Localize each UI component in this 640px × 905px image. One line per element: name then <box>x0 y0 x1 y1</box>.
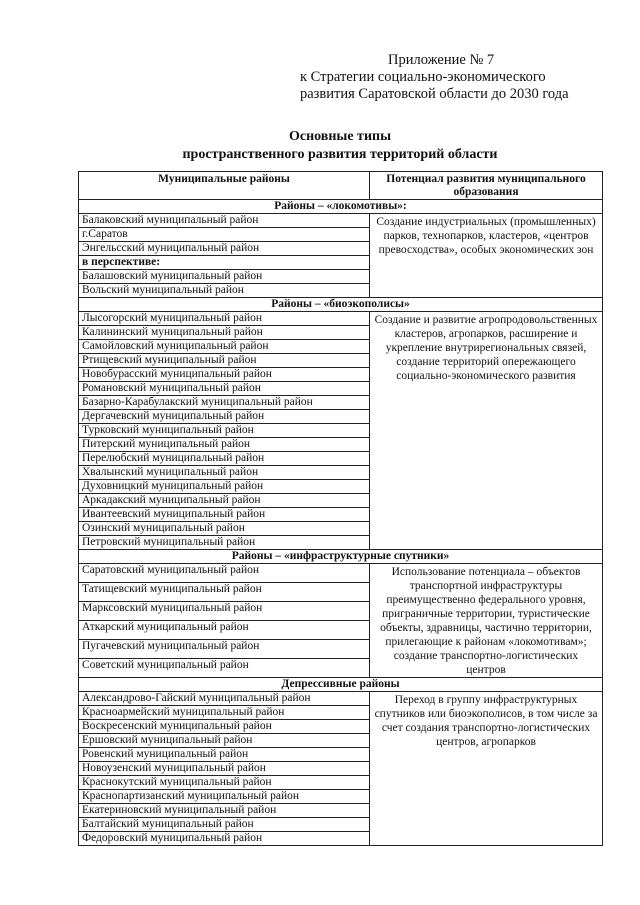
district-name: в перспективе: <box>79 256 370 270</box>
section-heading: Районы – «локомотивы»: <box>79 200 603 214</box>
district-name: Советский муниципальный район <box>79 659 370 678</box>
district-name: Краснокутский муниципальный район <box>79 776 370 790</box>
district-name: г.Саратов <box>79 228 370 242</box>
district-name: Аткарский муниципальный район <box>79 621 370 640</box>
appendix-block <box>300 52 569 103</box>
district-name: Александрово-Гайский муниципальный район <box>79 692 370 706</box>
table-body <box>79 200 603 846</box>
district-name: Ртищевский муниципальный район <box>79 354 370 368</box>
district-name: Романовский муниципальный район <box>79 382 370 396</box>
title-line-1: Основные типы <box>288 129 392 144</box>
district-name: Саратовский муниципальный район <box>79 564 370 583</box>
table-row <box>79 692 603 706</box>
district-name: Пугачевский муниципальный район <box>79 640 370 659</box>
district-name: Дергачевский муниципальный район <box>79 410 370 424</box>
district-name: Хвалынский муниципальный район <box>79 466 370 480</box>
district-name: Самойловский муниципальный район <box>79 340 370 354</box>
table-row <box>79 214 603 228</box>
district-name: Энгельсский муниципальный район <box>79 242 370 256</box>
district-name: Новобурасский муниципальный район <box>79 368 370 382</box>
appendix-line-2: к Стратегии социально-экономического <box>300 69 546 85</box>
appendix-line-3: развития Саратовской области до 2030 года <box>300 86 569 102</box>
appendix-line-1: Приложение № 7 <box>388 52 495 68</box>
header-potential: Потенциал развития муниципального образования <box>370 172 603 200</box>
district-name: Базарно-Карабулакский муниципальный район <box>79 396 370 410</box>
district-name: Балашовский муниципальный район <box>79 270 370 284</box>
development-potential: Создание и развитие агропродовольственных кластеров, агропарков, расширение и укрепление внутрирегиональных связей, создание территорий опережающего социально-экономического развития <box>370 312 603 550</box>
table-row <box>79 312 603 326</box>
district-name: Калининский муниципальный район <box>79 326 370 340</box>
table-row <box>79 564 603 583</box>
development-potential: Создание индустриальных (промышленных) парков, технопарков, кластеров, «центров превосходства», особых экономических зон <box>370 214 603 298</box>
district-name: Аркадакский муниципальный район <box>79 494 370 508</box>
district-name: Балаковский муниципальный район <box>79 214 370 228</box>
district-name: Ровенский муниципальный район <box>79 748 370 762</box>
district-name: Турковский муниципальный район <box>79 424 370 438</box>
section-heading-row <box>79 298 603 312</box>
district-name: Петровский муниципальный район <box>79 536 370 550</box>
table-header-row <box>79 172 603 200</box>
district-name: Воскресенский муниципальный район <box>79 720 370 734</box>
title-line-2: пространственного развития территорий области <box>182 147 498 162</box>
section-heading-row <box>79 678 603 692</box>
district-name: Новоузенский муниципальный район <box>79 762 370 776</box>
district-name: Ивантеевский муниципальный район <box>79 508 370 522</box>
section-heading-row <box>79 200 603 214</box>
document-title <box>80 128 600 164</box>
district-name: Перелюбский муниципальный район <box>79 452 370 466</box>
section-heading: Депрессивные районы <box>79 678 603 692</box>
district-name: Федоровский муниципальный район <box>79 832 370 846</box>
district-name: Вольский муниципальный район <box>79 284 370 298</box>
section-heading: Районы – «инфраструктурные спутники» <box>79 550 603 564</box>
development-potential: Переход в группу инфраструктурных спутников или биоэкополисов, в том числе за счет создания транспортно-логистических центров, агропарков <box>370 692 603 846</box>
district-name: Екатериновский муниципальный район <box>79 804 370 818</box>
district-name: Питерский муниципальный район <box>79 438 370 452</box>
development-potential: Использование потенциала – объектов транспортной инфраструктуры преимущественно федерального уровня, приграничные территории, туристические объекты, здравницы, частично территории, прилегающие к районам «локомотивам»; создание транспортно-логистических центров <box>370 564 603 678</box>
header-districts: Муниципальные районы <box>79 172 370 200</box>
district-name: Духовницкий муниципальный район <box>79 480 370 494</box>
district-name: Озинский муниципальный район <box>79 522 370 536</box>
district-name: Татищевский муниципальный район <box>79 583 370 602</box>
section-heading: Районы – «биоэкополисы» <box>79 298 603 312</box>
district-name: Краснопартизанский муниципальный район <box>79 790 370 804</box>
district-name: Марксовский муниципальный район <box>79 602 370 621</box>
districts-table <box>78 171 603 846</box>
district-name: Балтайский муниципальный район <box>79 818 370 832</box>
district-name: Красноармейский муниципальный район <box>79 706 370 720</box>
district-name: Ершовский муниципальный район <box>79 734 370 748</box>
section-heading-row <box>79 550 603 564</box>
district-name: Лысогорский муниципальный район <box>79 312 370 326</box>
